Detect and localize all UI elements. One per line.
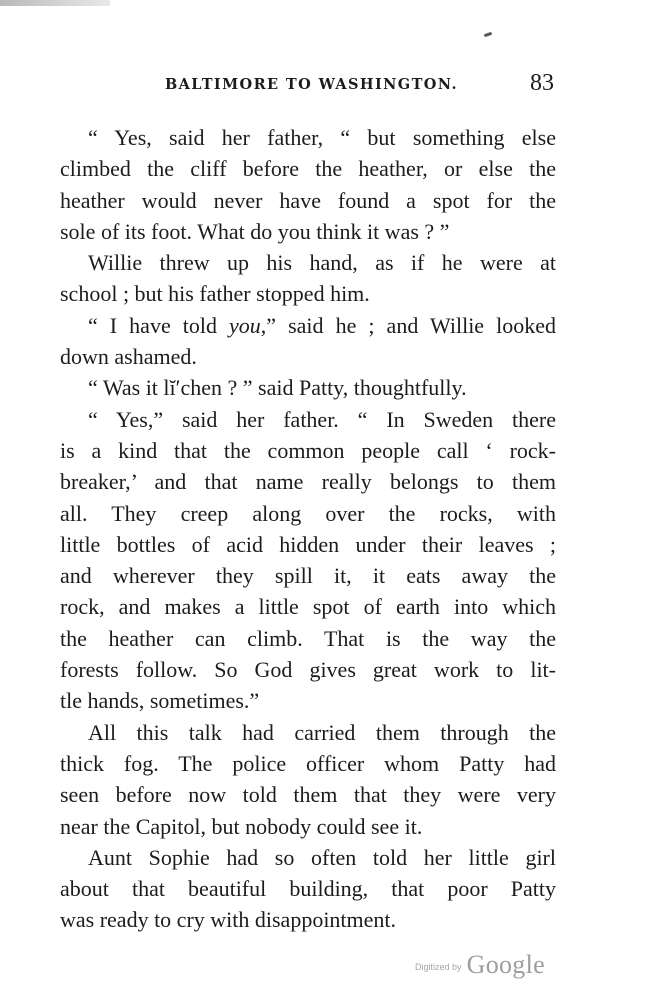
- text-line: seen before now told them that they were very: [60, 782, 556, 808]
- google-logo: Google: [466, 950, 545, 979]
- text-line: Willie threw up his hand, as if he were at: [88, 250, 556, 276]
- text-line: “ I have told you,” said he ; and Willie looked: [88, 312, 556, 338]
- text-line: down ashamed.: [60, 344, 197, 370]
- text-line: Aunt Sophie had so often told her little girl: [88, 844, 556, 870]
- text-line: school ; but his father stopped him.: [60, 281, 370, 307]
- text-line: thick fog. The police officer whom Patty had: [60, 750, 556, 776]
- text-line: about that beautiful building, that poor Patty: [60, 876, 556, 902]
- text-line: was ready to cry with disappointment.: [60, 907, 397, 933]
- emphasis: you: [229, 312, 261, 338]
- text-line: near the Capitol, but nobody could see it.: [60, 813, 423, 839]
- text-line: “ Yes, said her father, “ but something else: [88, 125, 556, 150]
- page-number: 83: [530, 70, 554, 96]
- text-line: sole of its foot. What do you think it was ? ”: [60, 218, 450, 244]
- ink-speck: [484, 32, 493, 37]
- text-line: “ Was it lĭ′chen ? ” said Patty, thoughtfully.: [88, 375, 467, 401]
- text-line: the heather can climb. That is the way the: [60, 625, 556, 651]
- body-text: [60, 122, 556, 936]
- text-line: and wherever they spill it, it eats away the: [60, 563, 556, 589]
- text-line: rock, and makes a little spot of earth into which: [60, 594, 556, 620]
- running-title: BALTIMORE TO WASHINGTON.: [165, 76, 458, 93]
- text-line: little bottles of acid hidden under their leaves ;: [60, 531, 556, 557]
- watermark-prefix: Digitized by: [415, 962, 462, 972]
- text-line: breaker,’ and that name really belongs to them: [60, 469, 556, 495]
- text-line: “ Yes,” said her father. “ In Sweden there: [88, 406, 556, 432]
- text-line: forests follow. So God gives great work to lit-: [60, 657, 556, 683]
- text-line: All this talk had carried them through the: [88, 719, 556, 745]
- text-line: heather would never have found a spot for the: [60, 187, 556, 213]
- scan-edge-mark: [0, 0, 110, 6]
- digitized-watermark: [415, 950, 545, 980]
- text-line: all. They creep along over the rocks, with: [60, 500, 556, 526]
- text-line: tle hands, sometimes.”: [60, 688, 260, 714]
- text-line: is a kind that the common people call ‘ rock-: [60, 437, 556, 463]
- text-line: climbed the cliff before the heather, or else the: [60, 156, 556, 182]
